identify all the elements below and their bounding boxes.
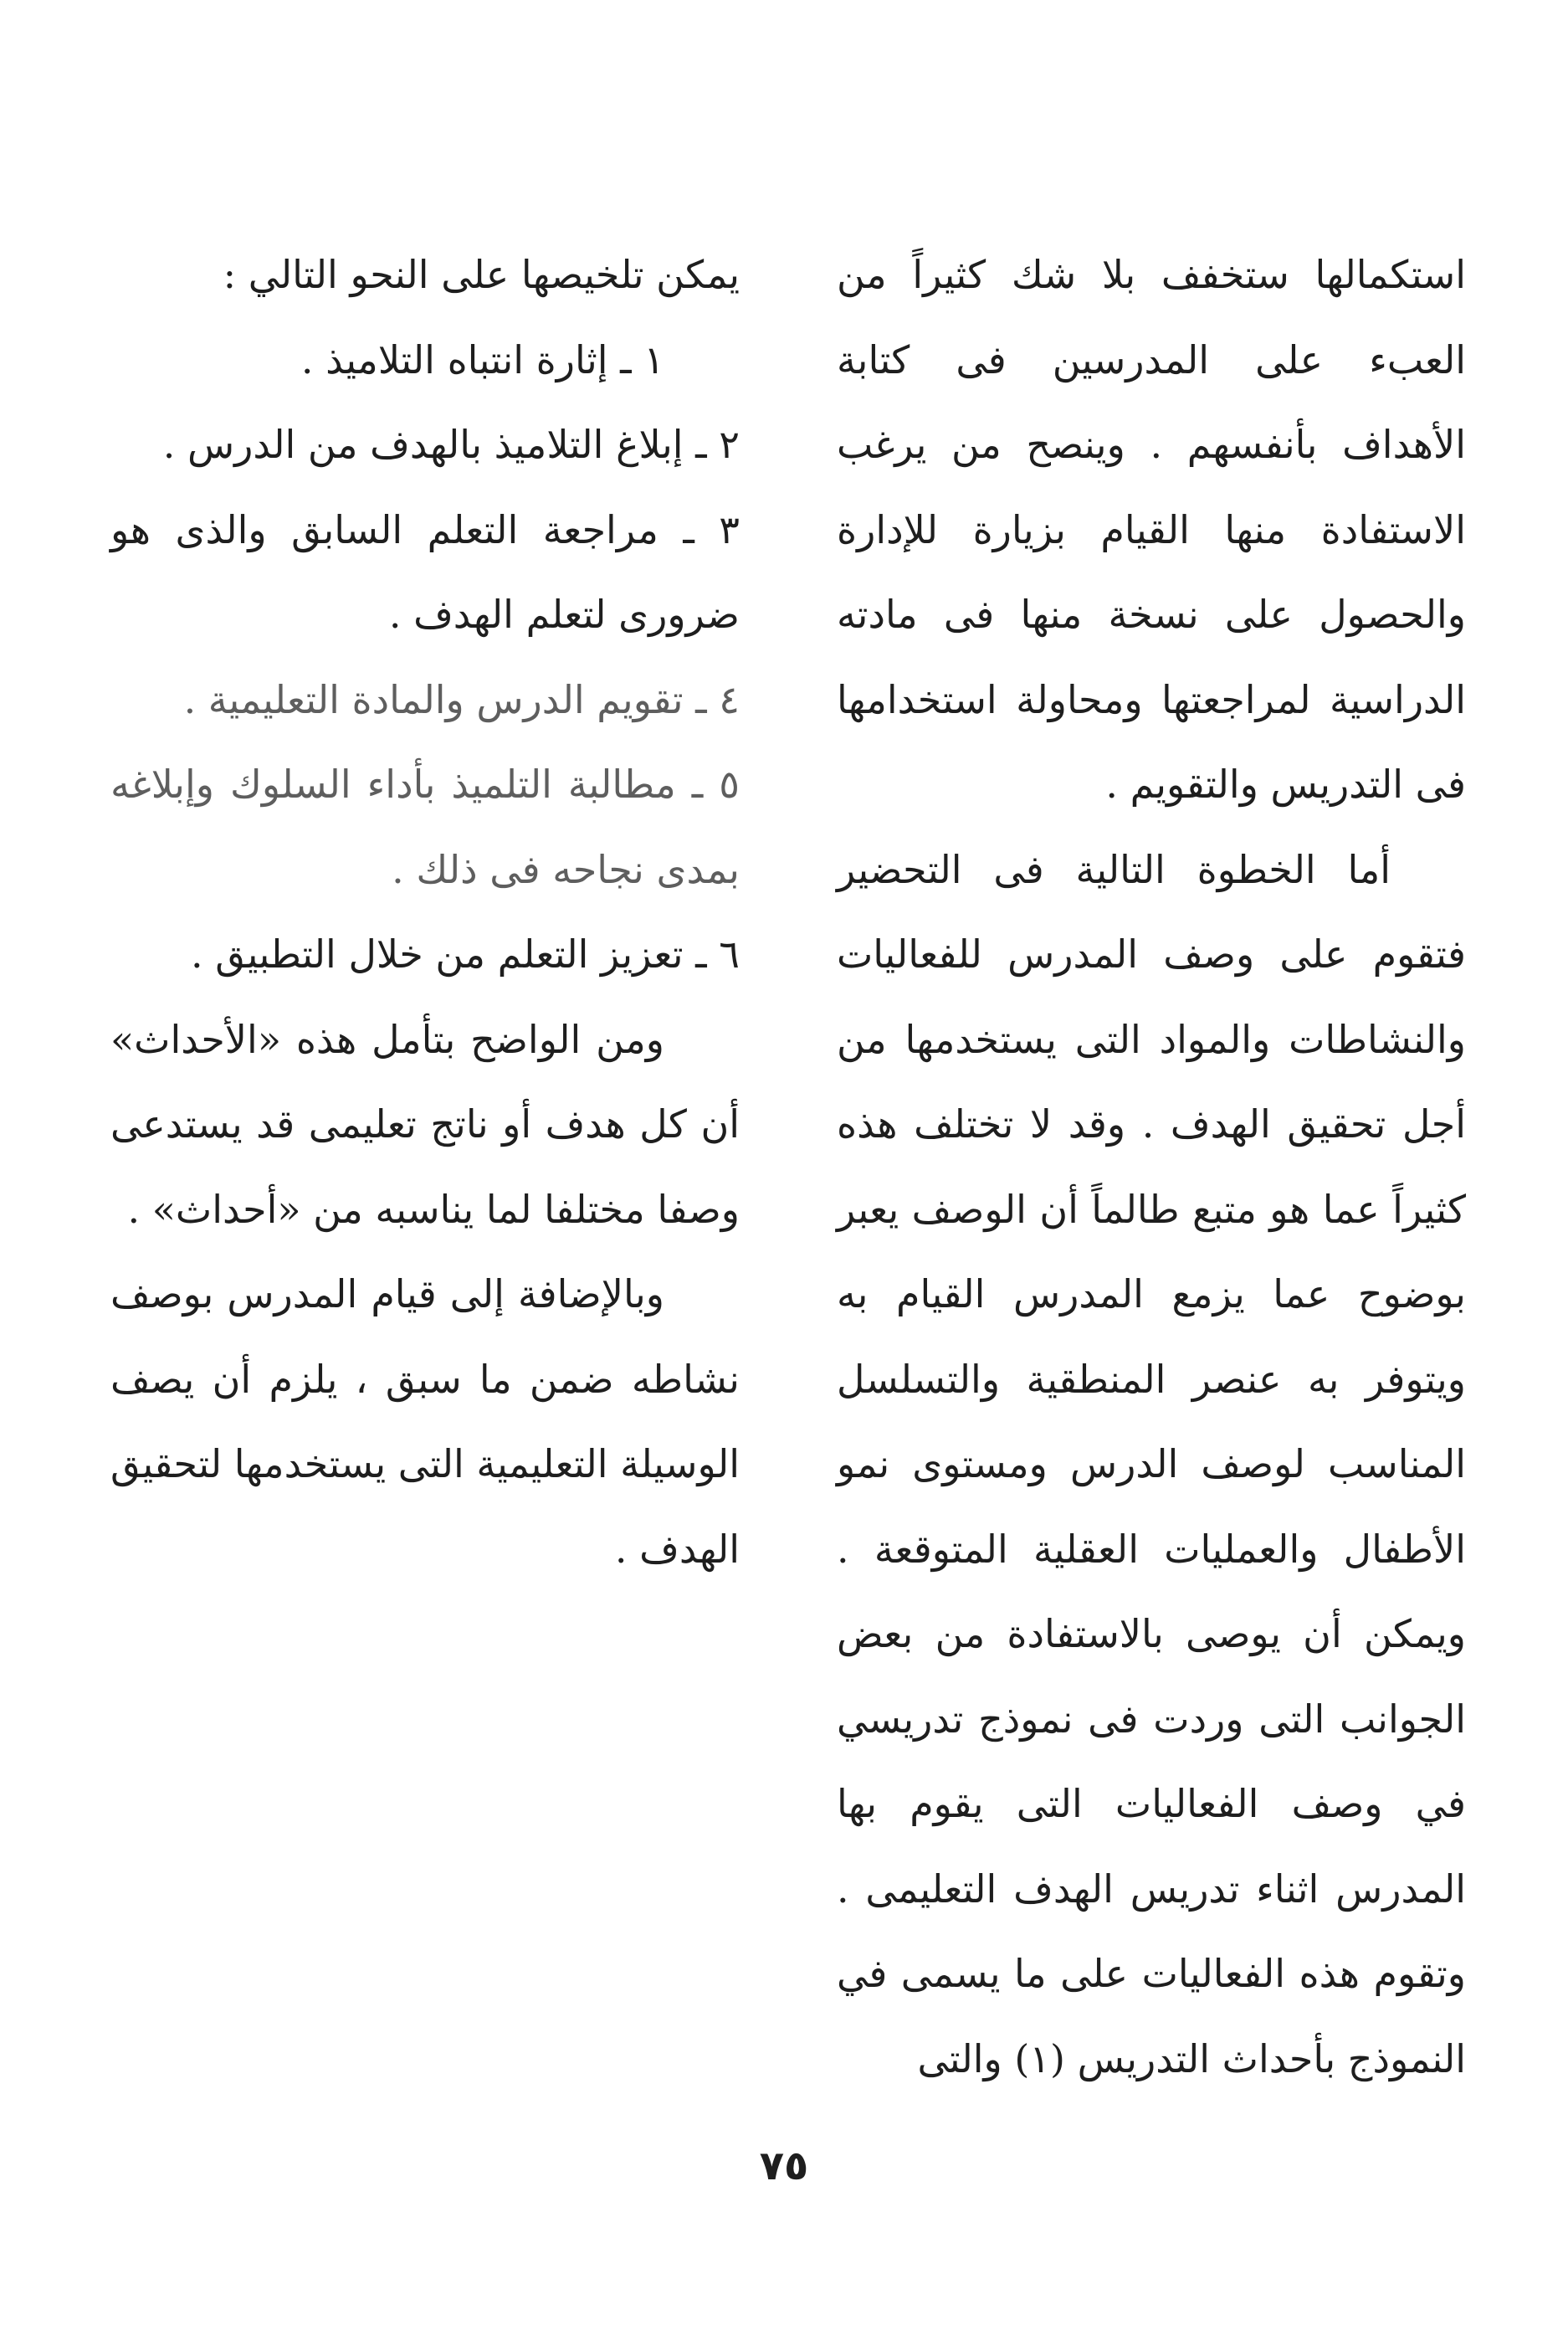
list-intro: يمكن تلخيصها على النحو التالي : — [223, 252, 740, 297]
list-item: ٢ ـ إبلاغ التلاميذ بالهدف من الدرس . — [162, 422, 740, 467]
page-number: ٧٥ — [759, 2143, 809, 2189]
list-item: ٤ ـ تقويم الدرس والمادة التعليمية . — [183, 676, 740, 722]
paragraph-final: وبالإضافة إلى قيام المدرس بوصف نشاطه ضمن ما سبق ، يلزم أن يصف الوسيلة التعليمية التى يستخدمها لتحقيق الهدف . — [110, 1271, 740, 1572]
left-column — [110, 233, 740, 1592]
list-item: ٦ ـ تعزيز التعلم من خلال التطبيق . — [191, 931, 740, 977]
list-item: ٣ ـ مراجعة التعلم السابق والذى هو ضرورى لتعلم الهدف . — [110, 506, 740, 637]
paragraph-next-step: أما الخطوة التالية فى التحضير فتقوم على وصف المدرس للفعاليات والنشاطات والمواد التى يستخدمها من أجل تحقيق الهدف . وقد لا تختلف هذه كثيراً عما هو متبع طالماً أن الوصف يعبر بوضوح عما يزمع المدرس القيام به ويتوفر به عنصر المنطقية والتسلسل المناسب لوصف الدرس ومستوى نمو الأطفال والعمليات العقلية المتوقعة . ويمكن أن يوصى بالاستفادة من بعض الجوانب التى وردت فى نموذج تدريسي في وصف الفعاليات التى يقوم بها المدرس اثناء تدريس الهدف التعليمى . وتقوم هذه الفعاليات على ما يسمى في النموذج بأحداث التدريس (١) والتى — [837, 846, 1466, 2081]
right-column — [837, 233, 1466, 2102]
list-item: ١ ـ إثارة انتباه التلاميذ . — [300, 336, 664, 382]
paragraph-continuation: استكمالها ستخفف بلا شك كثيراً من العبء على المدرسين فى كتابة الأهداف بأنفسهم . وينصح من يرغب الاستفادة منها القيام بزيارة للإدارة والحصول على نسخة منها فى مادته الدراسية لمراجعتها ومحاولة استخدامها فى التدريس والتقويم . — [837, 252, 1466, 807]
list-item: ٥ ـ مطالبة التلميذ بأداء السلوك وإبلاغه بمدى نجاحه فى ذلك . — [110, 762, 740, 892]
paragraph-events: ومن الواضح بتأمل هذه «الأحداث» أن كل هدف أو ناتج تعليمى قد يستدعى وصفا مختلفا لما يناسبه من «أحداث» . — [110, 1016, 740, 1232]
